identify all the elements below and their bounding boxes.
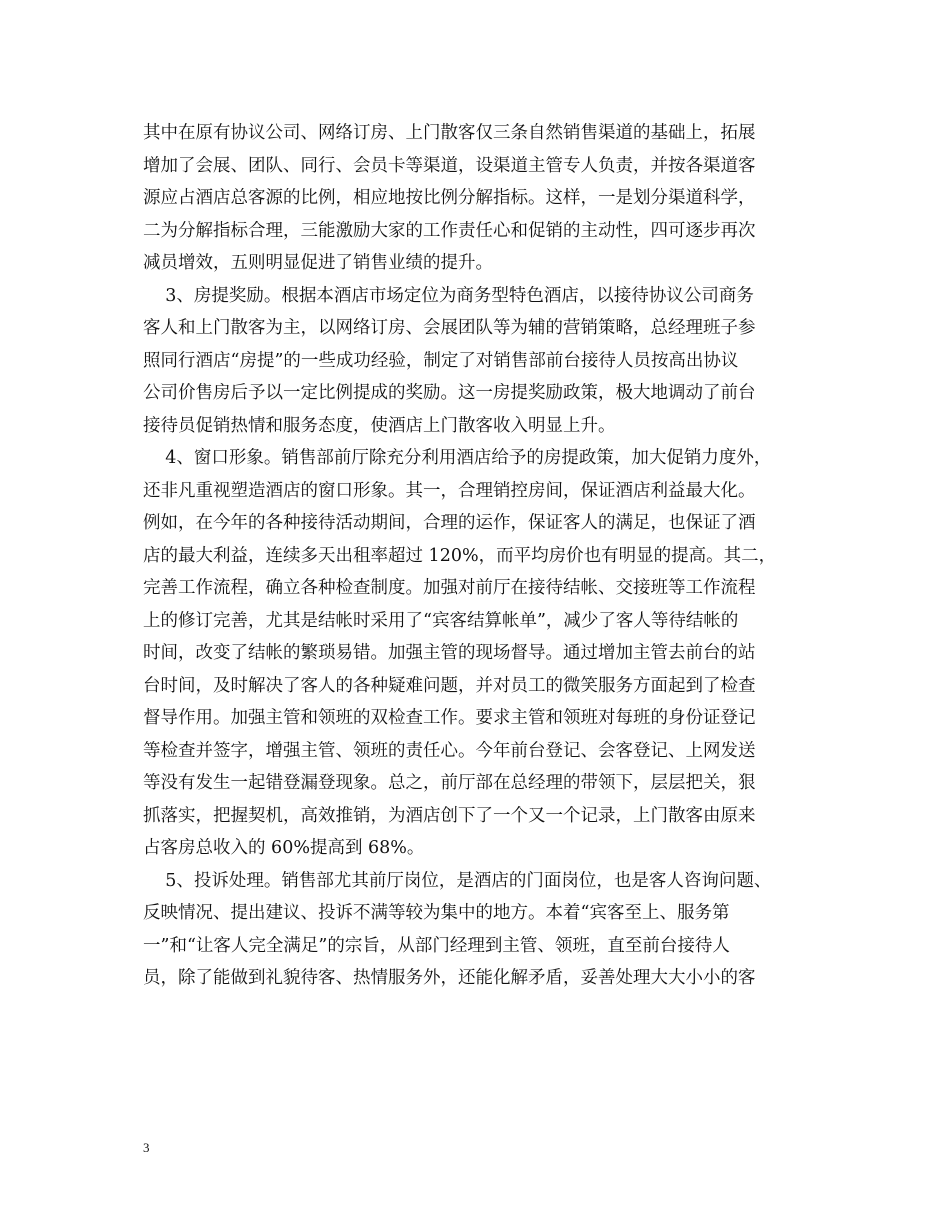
text-line: 照同行酒店“房提”的一些成功经验，制定了对销售部前台接待人员按高出协议 (143, 350, 739, 371)
text-line: 4、窗口形象。销售部前厅除充分利用酒店给予的房提政策，加大促销力度外， (143, 448, 772, 468)
text-line: 源应占酒店总客源的比例，相应地按比例分解指标。这样，一是划分渠道科学， (143, 188, 756, 208)
text-line: 上的修订完善，尤其是结帐时采用了“宾客结算帐单”，减少了客人等待结帐的 (143, 610, 739, 631)
text-line: 客人和上门散客为主，以网络订房、会展团队等为辅的营销策略，总经理班子参 (143, 318, 756, 338)
text-line: 员，除了能做到礼貌待客、热情服务外，还能化解矛盾，妥善处理大大小小的客 (143, 968, 756, 988)
text-line: 一”和“让客人完全满足”的宗旨，从部门经理到主管、领班，直至前台接待人 (143, 935, 730, 956)
text-line: 还非凡重视塑造酒店的窗口形象。其一，合理销控房间，保证酒店利益最大化。 (143, 480, 756, 501)
text-line: 台时间，及时解决了客人的各种疑难问题，并对员工的微笑服务方面起到了检查 (143, 675, 756, 696)
text-line: 店的最大利益，连续多天出租率超过 120%，而平均房价也有明显的提高。其二， (143, 545, 777, 566)
text-line: 3、房提奖励。根据本酒店市场定位为商务型特色酒店，以接待协议公司商务 (143, 285, 754, 306)
body-text (143, 117, 833, 995)
text-line: 等检查并签字，增强主管、领班的责任心。今年前台登记、会客登记、上网发送 (143, 740, 756, 761)
text-line: 二为分解指标合理，三能激励大家的工作责任心和促销的主动性，四可逐步再次 (143, 220, 756, 241)
text-line: 等没有发生一起错登漏登现象。总之，前厅部在总经理的带领下，层层把关，狠 (143, 773, 756, 793)
text-line: 公司价售房后予以一定比例提成的奖励。这一房提奖励政策，极大地调动了前台 (143, 383, 756, 403)
text-line: 占客房总收入的 60%提高到 68%。 (143, 838, 425, 858)
text-line: 5、投诉处理。销售部尤其前厅岗位，是酒店的门面岗位，也是客人咨询问题、 (143, 870, 772, 891)
text-line: 抓落实，把握契机，高效推销，为酒店创下了一个又一个记录，上门散客由原来 (143, 805, 756, 826)
text-line: 完善工作流程，确立各种检查制度。加强对前厅在接待结帐、交接班等工作流程 (143, 578, 756, 598)
text-line: 例如，在今年的各种接待活动期间，合理的运作，保证客人的满足，也保证了酒 (143, 513, 756, 533)
text-line: 其中在原有协议公司、网络订房、上门散客仅三条自然销售渠道的基础上，拓展 (143, 123, 756, 143)
page-number: 3 (143, 1140, 150, 1155)
text-line: 接待员促销热情和服务态度，使酒店上门散客收入明显上升。 (143, 415, 616, 436)
text-line: 时间，改变了结帐的繁琐易错。加强主管的现场督导。通过增加主管去前台的站 (143, 643, 756, 663)
text-line: 督导作用。加强主管和领班的双检查工作。要求主管和领班对每班的身份证登记 (143, 708, 756, 728)
text-line: 反映情况、提出建议、投诉不满等较为集中的地方。本着“宾客至上、服务第 (143, 903, 730, 923)
text-line: 减员增效，五则明显促进了销售业绩的提升。 (143, 253, 493, 273)
text-line: 增加了会展、团队、同行、会员卡等渠道，设渠道主管专人负责，并按各渠道客 (143, 155, 756, 176)
